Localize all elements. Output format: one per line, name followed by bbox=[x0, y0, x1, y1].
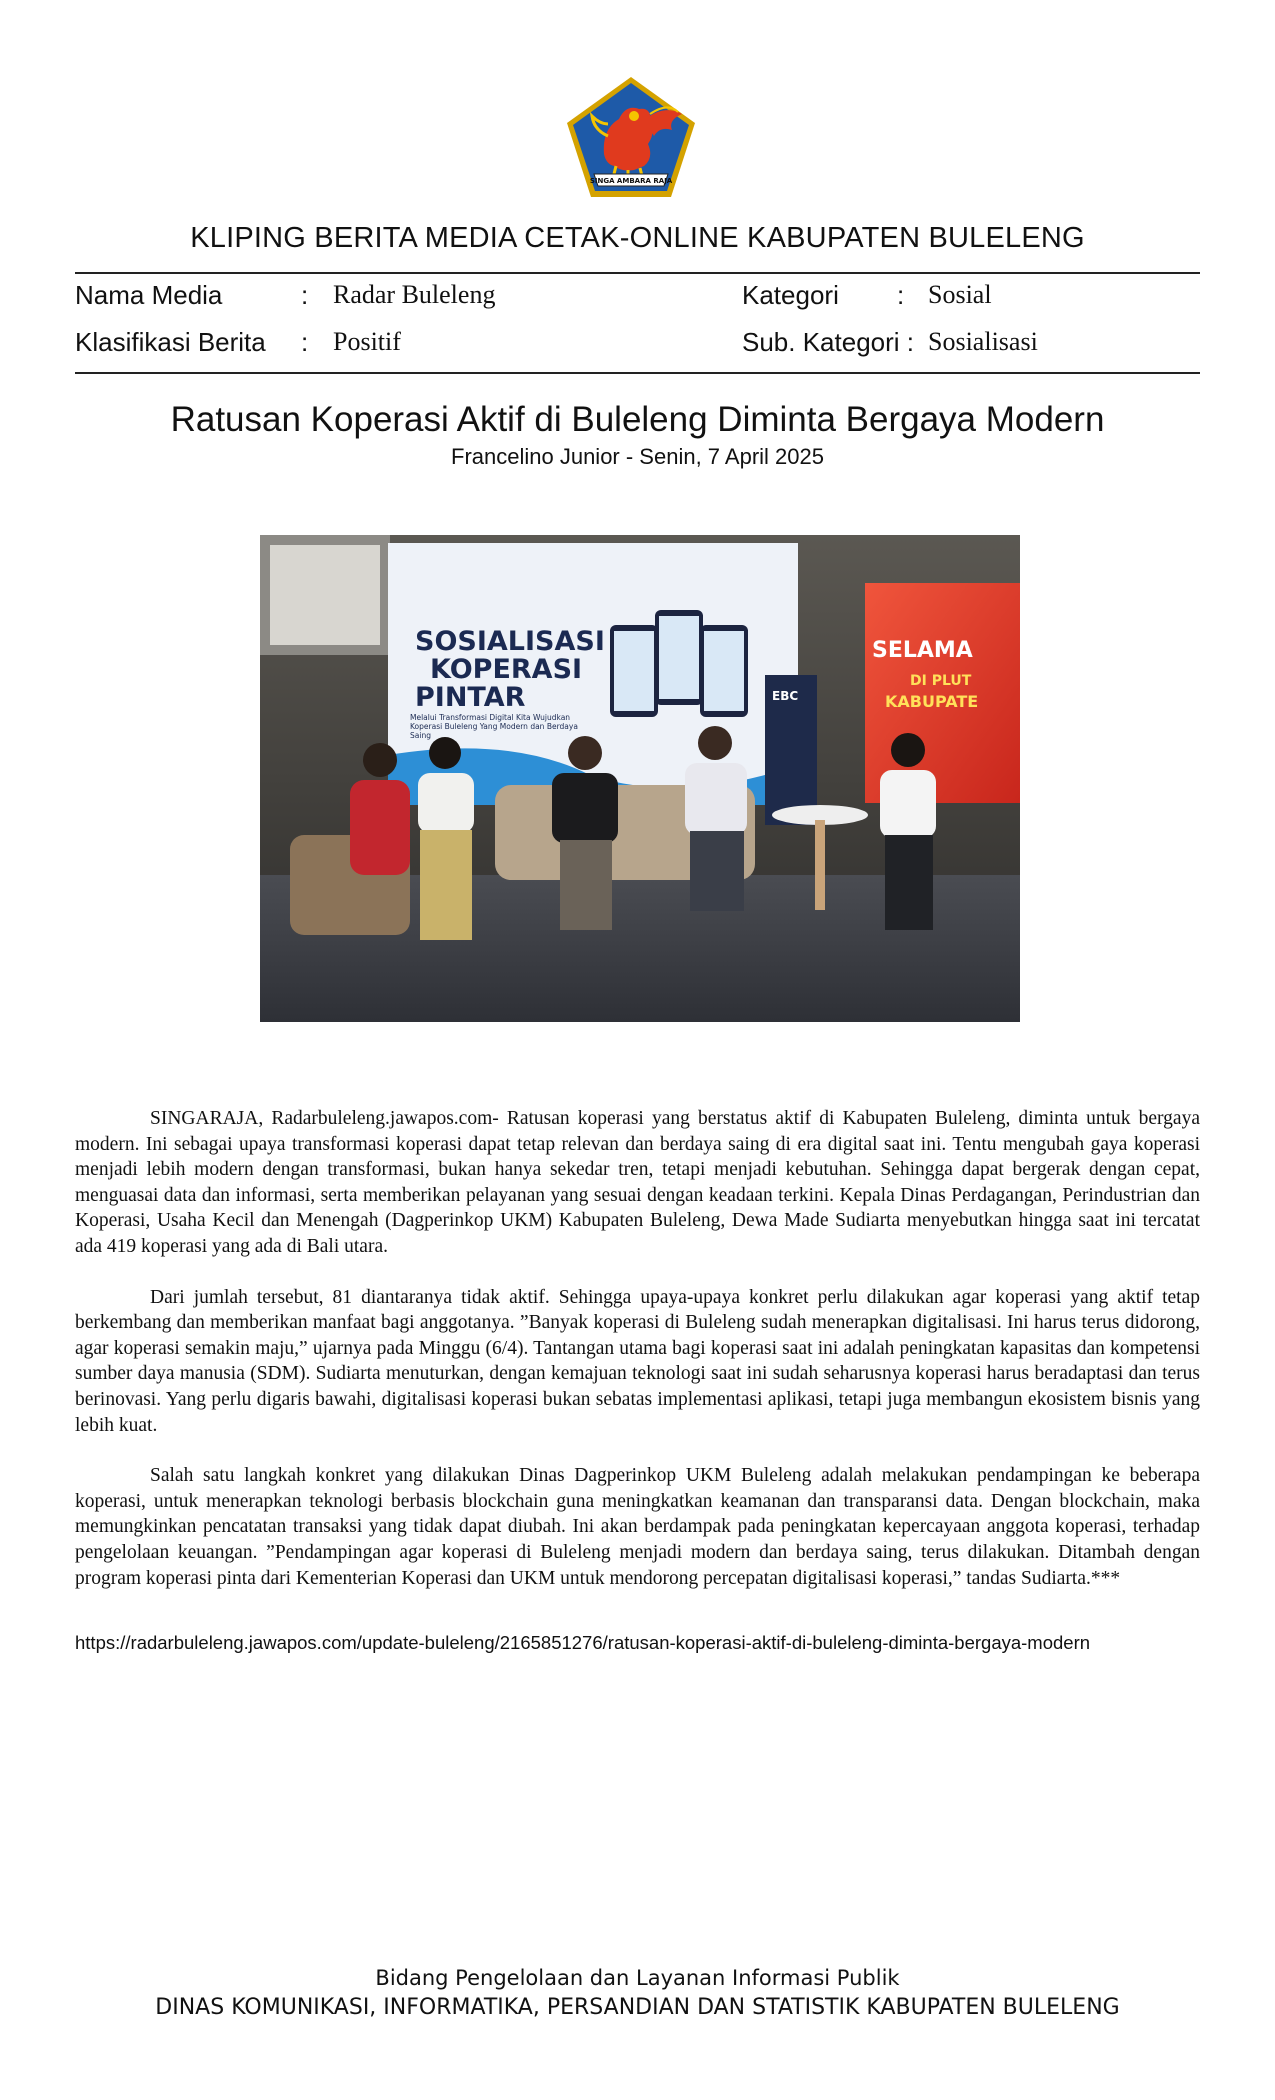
paragraph: Dari jumlah tersebut, 81 diantaranya tidak aktif. Sehingga upaya-upaya konkret perlu dilakukan agar koperasi yang aktif tetap berkembang dan memberikan manfaat bagi anggotanya. ”Banyak koperasi di Buleleng sudah menerapkan digitalisasi. Ini harus terus didorong, agar koperasi semakin maju,” ujarnya pada Minggu (6/4). Tantangan utama bagi koperasi saat ini adalah peningkatan kapasitas dan kompetensi sumber daya manusia (SDM). Sudiarta menuturkan, dengan kemajuan teknologi saat ini sudah seharusnya koperasi harus beradaptasi dan terus berinovasi. Yang perlu digaris bawahi, digitalisasi koperasi bukan sebatas implementasi aplikasi, tetapi juga membangun ekosistem bisnis yang lebih kuat. bbox=[75, 1286, 1200, 1436]
category-label: Kategori bbox=[742, 280, 839, 310]
buleleng-logo bbox=[564, 74, 698, 200]
paragraph: Salah satu langkah konkret yang dilakukan Dinas Dagperinkop UKM Buleleng adalah melakukan pendampingan ke beberapa koperasi, untuk menerapkan teknologi berbasis blockchain guna meningkatkan keamanan dan transparansi data. Dengan blockchain, maka memungkinkan pencatatan transaksi yang tidak dapat diubah. Ini akan berdampak pada peningkatan kepercayaan anggota koperasi, terhadap pengelolaan keuangan. ”Pendampingan agar koperasi di Buleleng menjadi modern dan berdaya saing, terus dilakukan. Ditambah dengan program koperasi pinta dari Kementerian Koperasi dan UKM untuk mendorong percepatan digitalisasi koperasi,” tandas Sudiarta.*** bbox=[75, 1465, 1200, 1589]
footer-department: Bidang Pengelolaan dan Layanan Informasi Publik bbox=[375, 1966, 900, 1990]
category-value: Sosial bbox=[928, 280, 992, 309]
meta-row-class bbox=[75, 327, 1200, 367]
class-colon: : bbox=[301, 327, 309, 357]
subcat-label: Sub. Kategori : bbox=[742, 327, 914, 357]
article-photo bbox=[260, 535, 1020, 1022]
screen-text-3: KABUPATE bbox=[885, 692, 979, 711]
header-rule-bottom bbox=[75, 372, 1200, 374]
screen-text-1: SELAMA bbox=[872, 638, 973, 663]
category-colon: : bbox=[897, 280, 905, 310]
banner-title-3: PINTAR bbox=[415, 682, 526, 713]
banner-subtitle: Melalui Transformasi Digital Kita Wujudkan Koperasi Buleleng Yang Modern dan Berdaya Saing bbox=[410, 713, 578, 740]
footer-agency: DINAS KOMUNIKASI, INFORMATIKA, PERSANDIAN DAN STATISTIK KABUPATEN BULELENG bbox=[155, 1995, 1120, 2020]
logo-motto: SINGA AMBARA RAJA bbox=[589, 177, 673, 185]
media-label: Nama Media bbox=[75, 280, 223, 310]
article-byline: Francelino Junior - Senin, 7 April 2025 bbox=[451, 444, 824, 469]
meta-row-media bbox=[75, 280, 1200, 320]
article-url: https://radarbuleleng.jawapos.com/update-buleleng/2165851276/ratusan-koperasi-aktif-di-buleleng-diminta-bergaya-modern bbox=[75, 1632, 1091, 1653]
banner-title-2: KOPERASI bbox=[430, 654, 583, 685]
article-body bbox=[75, 1106, 1200, 1616]
article-title: Ratusan Koperasi Aktif di Buleleng Diminta Bergaya Modern bbox=[170, 400, 1105, 439]
class-label: Klasifikasi Berita bbox=[75, 327, 266, 357]
banner-title-1: SOSIALISASI bbox=[415, 626, 605, 657]
media-colon: : bbox=[301, 280, 309, 310]
screen-text-2: DI PLUT bbox=[910, 673, 972, 689]
media-value: Radar Buleleng bbox=[333, 280, 496, 309]
header-rule-top bbox=[75, 272, 1200, 274]
class-value: Positif bbox=[333, 327, 401, 356]
stand-text: EBC bbox=[772, 689, 799, 703]
photo-scene bbox=[260, 535, 1020, 1022]
paragraph: SINGARAJA, Radarbuleleng.jawapos.com- Ratusan koperasi yang berstatus aktif di Kabupaten Buleleng, diminta untuk bergaya modern. Ini sebagai upaya transformasi koperasi dapat tetap relevan dan berdaya saing di era digital saat ini. Tentu mengubah gaya koperasi menjadi lebih modern dengan transformasi, bukan hanya sekedar tren, tetapi menjadi kebutuhan. Sehingga dapat bergerak dengan cepat, menguasai data dan informasi, serta memberikan pelayanan yang sesuai dengan keadaan terkini. Kepala Dinas Perdagangan, Perindustrian dan Koperasi, Usaha Kecil dan Menengah (Dagperinkop UKM) Kabupaten Buleleng, Dewa Made Sudiarta menyebutkan hingga saat ini tercatat ada 419 koperasi yang ada di Bali utara. bbox=[75, 1108, 1200, 1257]
subcat-value: Sosialisasi bbox=[928, 327, 1038, 356]
page-header-title: KLIPING BERITA MEDIA CETAK-ONLINE KABUPATEN BULELENG bbox=[190, 222, 1085, 254]
